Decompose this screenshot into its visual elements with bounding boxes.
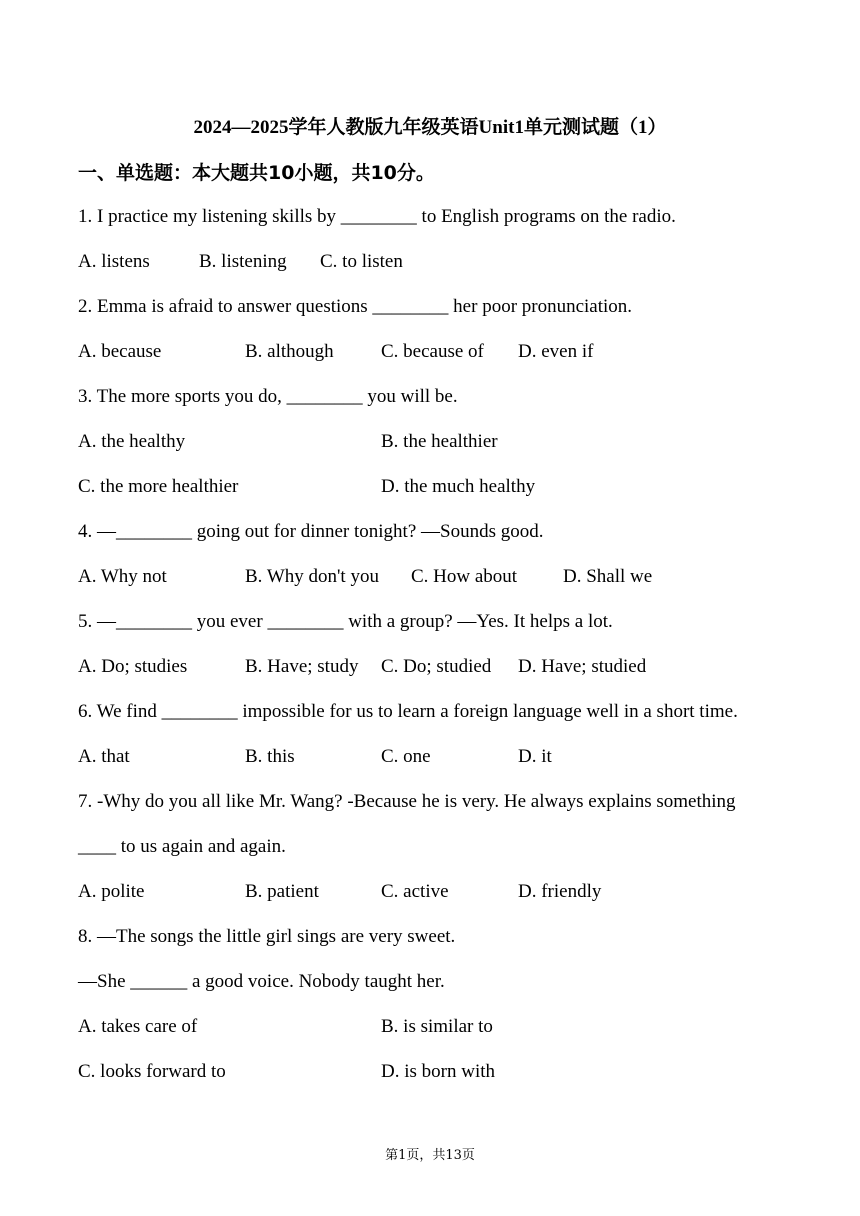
question-3-option-d: D. the much healthy <box>381 476 536 497</box>
question-8-stem-line-2: —She ______ a good voice. Nobody taught her. <box>78 971 445 992</box>
question-8-option-b: B. is similar to <box>381 1016 493 1037</box>
question-5-stem: 5. —________ you ever ________ with a group? —Yes. It helps a lot. <box>78 611 613 632</box>
question-6-option-c: C. one <box>381 746 431 767</box>
page-footer: 第1页，共13页 <box>385 1148 475 1163</box>
question-4-option-c: C. How about <box>411 566 518 587</box>
question-2-option-c: C. because of <box>381 341 484 362</box>
question-7-stem-line-2: ____ to us again and again. <box>78 836 286 857</box>
question-2-stem: 2. Emma is afraid to answer questions ________ her poor pronunciation. <box>78 296 633 317</box>
question-4-option-b: B. Why don't you <box>245 566 379 587</box>
question-7-option-b: B. patient <box>245 881 319 902</box>
question-1-option-c: C. to listen <box>320 251 403 272</box>
question-6-stem: 6. We find ________ impossible for us to learn a foreign language well in a short time. <box>78 701 738 722</box>
question-3-stem: 3. The more sports you do, ________ you will be. <box>78 386 458 407</box>
question-1-option-b: B. listening <box>199 251 287 272</box>
question-6-option-a: A. that <box>78 746 130 767</box>
question-5-option-a: A. Do; studies <box>78 656 188 677</box>
question-8-option-c: C. looks forward to <box>78 1061 226 1082</box>
question-7-stem-line-1: 7. -Why do you all like Mr. Wang? -Because he is very. He always explains something <box>78 791 736 812</box>
question-8-option-a: A. takes care of <box>78 1016 198 1037</box>
question-6-option-d: D. it <box>518 746 552 767</box>
question-2-option-b: B. although <box>245 341 334 362</box>
question-4-stem: 4. —________ going out for dinner tonight? —Sounds good. <box>78 521 544 542</box>
question-5-option-b: B. Have; study <box>245 656 359 677</box>
question-4-option-d: D. Shall we <box>563 566 653 587</box>
question-7-option-a: A. polite <box>78 881 145 902</box>
question-8-option-d: D. is born with <box>381 1061 495 1082</box>
question-7-option-d: D. friendly <box>518 881 602 902</box>
question-3-option-a: A. the healthy <box>78 431 186 452</box>
question-8-stem-line-1: 8. —The songs the little girl sings are very sweet. <box>78 926 456 947</box>
question-2-option-a: A. because <box>78 341 162 362</box>
question-5-option-d: D. Have; studied <box>518 656 647 677</box>
question-3-option-b: B. the healthier <box>381 431 498 452</box>
section-heading: 一、单选题：本大题共10小题，共10分。 <box>78 162 435 184</box>
question-5-option-c: C. Do; studied <box>381 656 492 677</box>
question-4-option-a: A. Why not <box>78 566 167 587</box>
document-title: 2024—2025学年人教版九年级英语Unit1单元测试题（1） <box>193 117 667 138</box>
question-6-option-b: B. this <box>245 746 295 767</box>
question-1-stem: 1. I practice my listening skills by ________ to English programs on the radio. <box>78 206 676 227</box>
question-3-option-c: C. the more healthier <box>78 476 239 497</box>
question-1-option-a: A. listens <box>78 251 150 272</box>
question-7-option-c: C. active <box>381 881 449 902</box>
question-2-option-d: D. even if <box>518 341 594 362</box>
